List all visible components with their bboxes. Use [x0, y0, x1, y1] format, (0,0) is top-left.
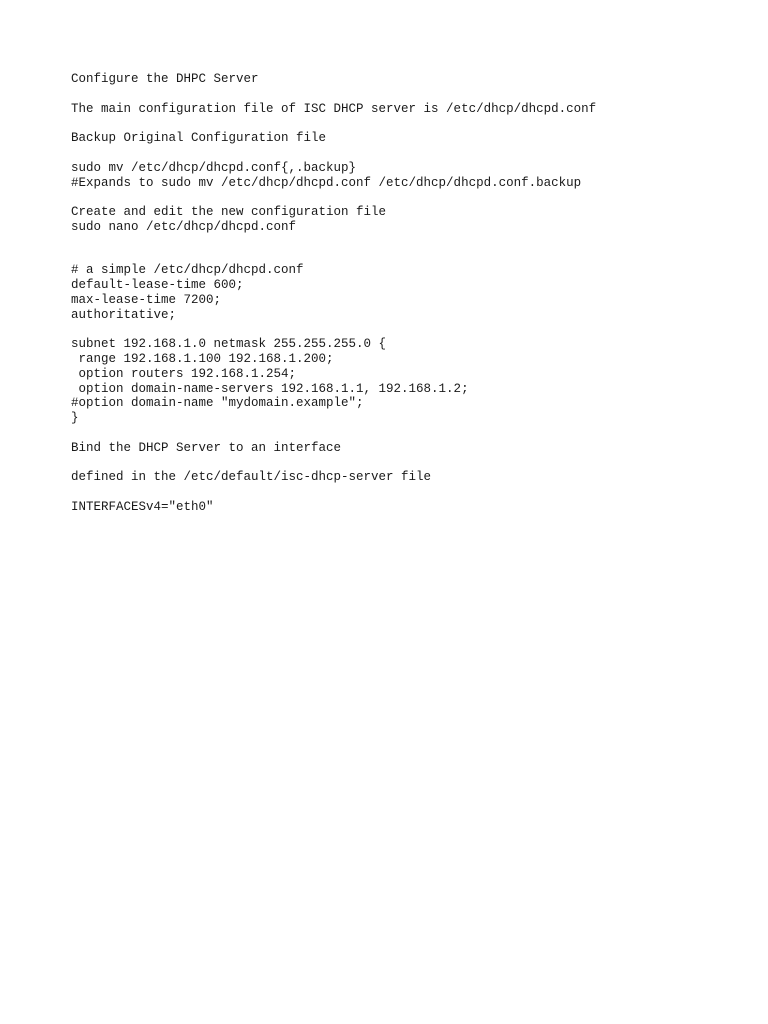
config-line: default-lease-time 600;	[71, 278, 244, 293]
config-line: authoritative;	[71, 307, 177, 322]
bind-note: defined in the /etc/default/isc-dhcp-server file	[71, 470, 432, 485]
create-heading: Create and edit the new configuration file	[71, 205, 387, 220]
create-command: sudo nano /etc/dhcp/dhcpd.conf	[71, 219, 297, 234]
config-line: max-lease-time 7200;	[71, 292, 222, 307]
subnet-line: option domain-name-servers 192.168.1.1, 192.168.1.2;	[71, 381, 469, 396]
bind-heading: Bind the DHCP Server to an interface	[71, 440, 342, 455]
subnet-line: option routers 192.168.1.254;	[71, 366, 297, 381]
backup-heading: Backup Original Configuration file	[71, 131, 327, 146]
subnet-line: subnet 192.168.1.0 netmask 255.255.255.0 {	[71, 337, 387, 352]
backup-command: sudo mv /etc/dhcp/dhcpd.conf{,.backup}	[71, 160, 357, 175]
backup-comment: #Expands to sudo mv /etc/dhcp/dhcpd.conf /etc/dhcp/dhcpd.conf.backup	[71, 175, 582, 190]
subnet-line: range 192.168.1.100 192.168.1.200;	[71, 352, 334, 367]
document-page	[71, 72, 751, 515]
config-line: # a simple /etc/dhcp/dhcpd.conf	[71, 263, 304, 278]
interfaces-line: INTERFACESv4="eth0"	[71, 500, 214, 515]
subnet-line: }	[71, 411, 79, 426]
document-title: Configure the DHPC Server	[71, 72, 259, 86]
subnet-line: #option domain-name "mydomain.example";	[71, 396, 364, 411]
intro-text: The main configuration file of ISC DHCP server is /etc/dhcp/dhcpd.conf	[71, 101, 597, 116]
